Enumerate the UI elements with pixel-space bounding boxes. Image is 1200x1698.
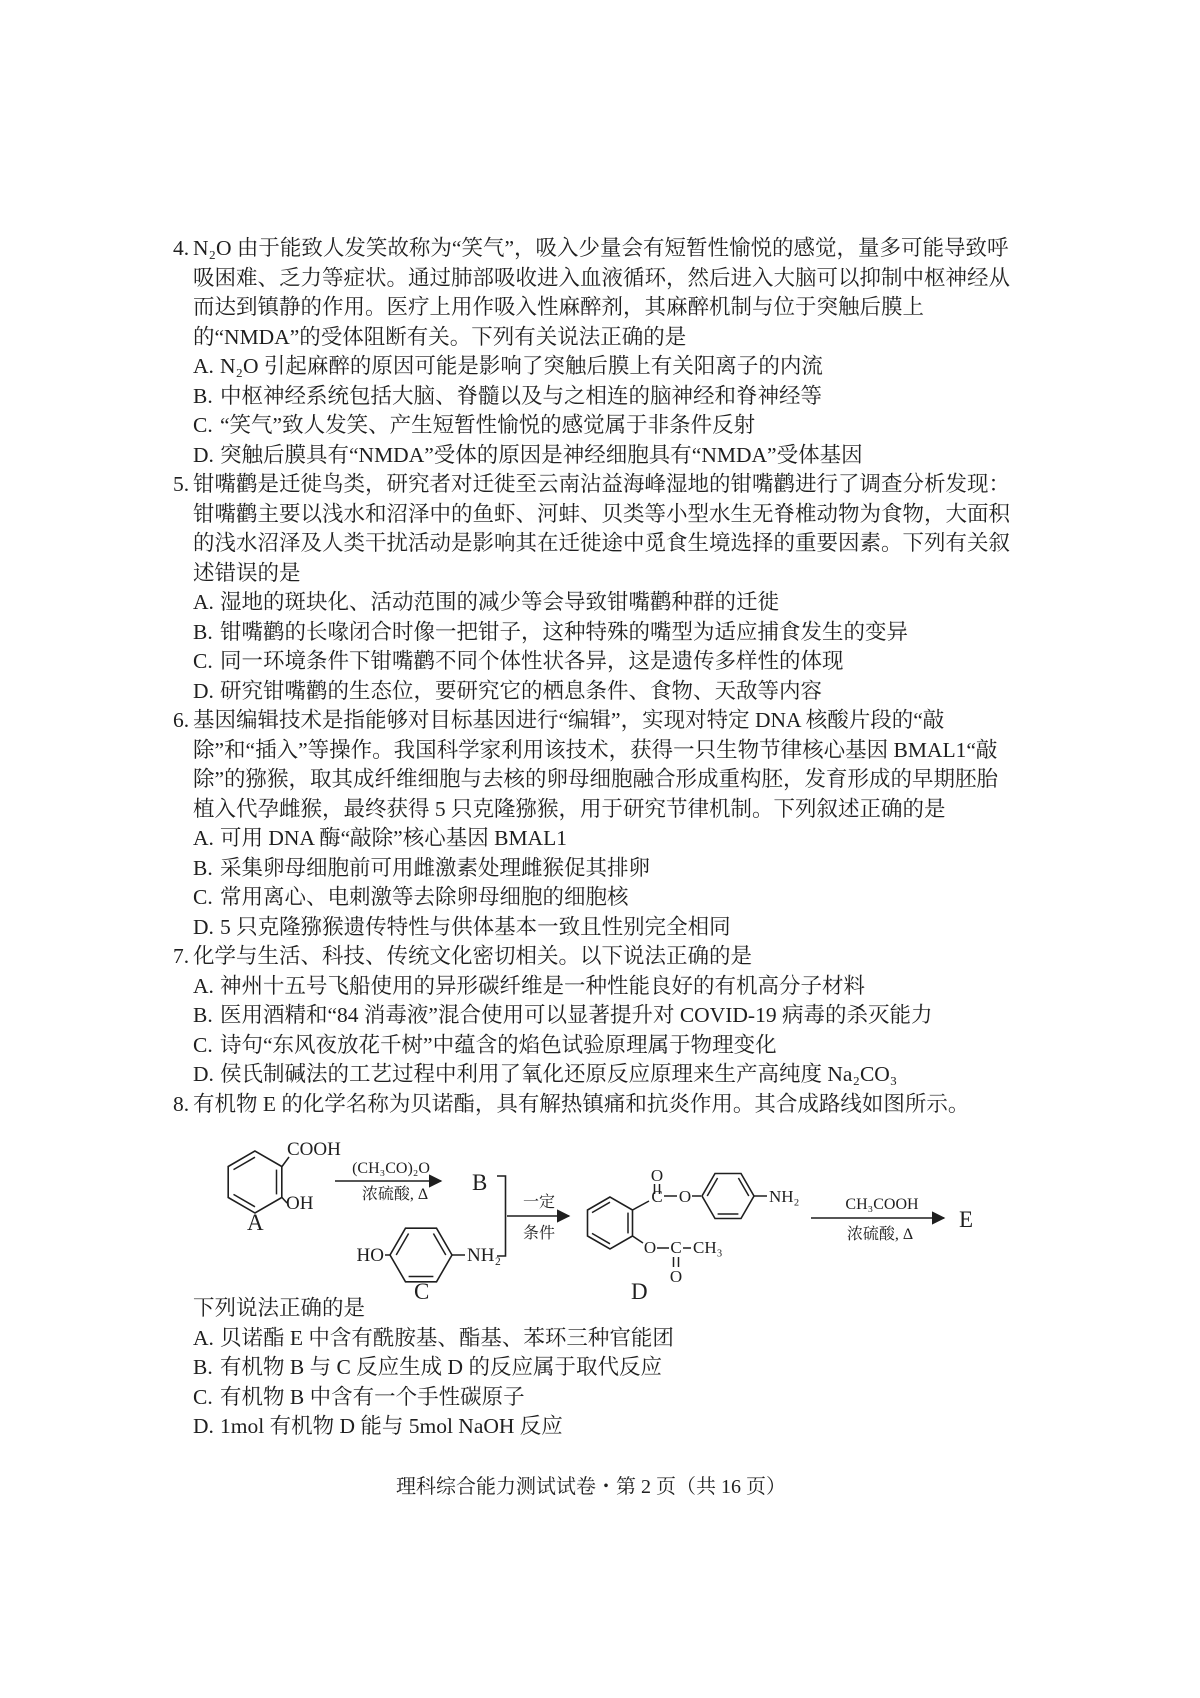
stem-text: 基因编辑技术是指能够对目标基因进行“编辑”，实现对特定 DNA 核酸片段的“敲除”和“插入”等操作。我国科学家利用该技术，获得一只生物节律核心基因 BMAL1“敲除”的猕猴，取其成纤维细胞与去核的卵母细胞融合形成重构胚，发育形成的早期胚胎植入代孕雌猴，最终获得 5 只克隆猕猴，用于研究节律机制。下列叙述正确的是: [193, 708, 999, 821]
option-text: 有机物 B 中含有一个手性碳原子: [220, 1384, 525, 1409]
option-text: 中枢神经系统包括大脑、脊髓以及与之相连的脑神经和脊神经等: [220, 383, 823, 408]
question-stem: [173, 1090, 1018, 1120]
ch3-label: CH₃: [693, 1238, 723, 1257]
step2-condition-1: 一定: [522, 1194, 556, 1211]
question-number: 8.: [173, 1091, 190, 1116]
nh2-label: NH₂: [467, 1245, 502, 1266]
compound-b-label: B: [472, 1170, 488, 1195]
option-text: 常用离心、电刺激等去除卵母细胞的细胞核: [220, 885, 629, 909]
step1-reagent: (CH₃CO)₂O: [352, 1160, 430, 1177]
option-text: 有机物 B 与 C 反应生成 D 的反应属于取代反应: [220, 1355, 662, 1379]
option-text: 湿地的斑块化、活动范围的减少等会导致钳嘴鹳种群的迁徙: [220, 590, 780, 614]
option-text: 突触后膜具有“NMDA”受体的原因是神经细胞具有“NMDA”受体基因: [220, 442, 863, 467]
benzene-ring-a: [228, 1151, 282, 1213]
option-letter: C.: [193, 1032, 213, 1057]
question-number: 6.: [173, 708, 190, 732]
c1-label: C: [651, 1187, 663, 1206]
option-letter: A.: [193, 1325, 214, 1350]
c2-label: C: [670, 1238, 682, 1257]
option-letter: D.: [193, 1062, 214, 1086]
compound-a: [228, 1139, 341, 1235]
compound-e-label: E: [959, 1207, 974, 1232]
o-left-label: O: [643, 1238, 657, 1257]
step3-reagent: CH₃COOH: [845, 1196, 919, 1213]
reaction-arrow-1: [335, 1160, 441, 1203]
option-a: [173, 1324, 1018, 1354]
question-number: 7.: [173, 944, 190, 968]
compound-d: [588, 1166, 800, 1304]
option-letter: D.: [193, 1414, 214, 1438]
option-text: N₂O 引起麻醉的原因可能是影响了突触后膜上有关阳离子的内流: [220, 354, 823, 378]
option-letter: C.: [193, 1384, 213, 1409]
option-c: [173, 883, 1018, 913]
benzene-ring-d2: [702, 1174, 754, 1219]
option-letter: A.: [193, 590, 214, 614]
exam-content: [173, 234, 1018, 1442]
question-stem: [173, 470, 1018, 588]
bracket: [497, 1176, 506, 1256]
footer-text: 理科综合能力测试试卷・第 2 页（共 16 页）: [396, 1476, 786, 1498]
option-letter: B.: [193, 855, 213, 880]
question-stem-continued: [173, 1294, 1018, 1324]
question-stem: [173, 706, 1018, 824]
compound-c-label: C: [414, 1279, 430, 1304]
option-a: [173, 588, 1018, 618]
option-letter: B.: [193, 1355, 213, 1379]
reaction-arrow-3: [811, 1196, 944, 1243]
question-stem: [173, 234, 1018, 352]
option-d: [173, 913, 1018, 943]
option-text: 1mol 有机物 D 能与 5mol NaOH 反应: [220, 1414, 563, 1438]
option-text: 医用酒精和“84 消毒液”混合使用可以显著提升对 COVID-19 病毒的杀灭能力: [220, 1003, 933, 1027]
option-letter: A.: [193, 973, 214, 998]
option-a: [173, 352, 1018, 382]
question-stem: [173, 942, 1018, 972]
step1-condition: 浓硫酸, Δ: [361, 1186, 429, 1203]
option-letter: B.: [193, 1003, 213, 1027]
benzene-ring-c: [390, 1228, 452, 1282]
o-top-label: O: [650, 1166, 664, 1185]
question-7: [173, 942, 1018, 1090]
option-letter: A.: [193, 354, 214, 378]
compound-d-label: D: [631, 1279, 648, 1304]
o-bottom-label: O: [669, 1267, 683, 1286]
option-text: 采集卵母细胞前可用雌激素处理雌猴促其排卵: [220, 855, 651, 880]
option-letter: C.: [193, 413, 213, 437]
option-text: 同一环境条件下钳嘴鹳不同个体性状各异，这是遗传多样性的体现: [220, 649, 844, 673]
option-letter: D.: [193, 442, 214, 467]
option-text: 可用 DNA 酶“敲除”核心基因 BMAL1: [220, 826, 567, 850]
option-text: 诗句“东风夜放花千树”中蕴含的焰色试验原理属于物理变化: [220, 1032, 777, 1057]
option-c: [173, 1383, 1018, 1413]
option-text: 神州十五号飞船使用的异形碳纤维是一种性能良好的有机高分子材料: [220, 973, 866, 998]
benzene-ring-d1: [588, 1197, 633, 1249]
question-5: [173, 470, 1018, 706]
option-c: [173, 411, 1018, 441]
reaction-arrow-2: [507, 1193, 569, 1242]
option-c: [173, 1031, 1018, 1061]
question-6: [173, 706, 1018, 942]
option-letter: C.: [193, 885, 213, 909]
oh-label: OH: [286, 1193, 314, 1214]
question-number: 4.: [173, 236, 190, 260]
page-footer: [0, 1470, 1182, 1499]
stem-text: 有机物 E 的化学名称为贝诺酯，具有解热镇痛和抗炎作用。其合成路线如图所示。: [193, 1091, 970, 1116]
option-text: “笑气”致人发笑、产生短暂性愉悦的感觉属于非条件反射: [220, 413, 756, 437]
option-letter: D.: [193, 914, 214, 939]
stem-text: 化学与生活、科技、传统文化密切相关。以下说法正确的是: [193, 944, 753, 968]
option-b: [173, 382, 1018, 412]
question-4: [173, 234, 1018, 470]
option-text: 5 只克隆猕猴遗传特性与供体基本一致且性别完全相同: [220, 914, 731, 939]
stem-text: N₂O 由于能致人发笑故称为“笑气”，吸入少量会有短暂性愉悦的感觉，量多可能导致呼吸困难、乏力等症状。通过肺部吸收进入血液循环，然后进入大脑可以抑制中枢神经从而达到镇静的作用。医疗上用作吸入性麻醉剂，其麻醉机制与位于突触后膜上的“NMDA”的受体阻断有关。下列有关说法正确的是: [193, 236, 1011, 349]
option-d: [173, 1060, 1018, 1090]
option-a: [173, 824, 1018, 854]
option-b: [173, 618, 1018, 648]
question-number: 5.: [173, 472, 190, 496]
option-b: [173, 854, 1018, 884]
ho-label: HO: [356, 1245, 384, 1266]
synthesis-route-svg: [173, 1138, 1018, 1306]
option-d: [173, 1412, 1018, 1442]
step2-condition-2: 条件: [522, 1225, 556, 1242]
cooh-label: COOH: [287, 1139, 341, 1160]
o-mid-label: O: [678, 1187, 692, 1206]
option-b: [173, 1353, 1018, 1383]
option-text: 侯氏制碱法的工艺过程中利用了氧化还原反应原理来生产高纯度 Na₂CO₃: [220, 1062, 898, 1086]
question-8: [173, 1090, 1018, 1442]
option-text: 研究钳嘴鹳的生态位，要研究它的栖息条件、食物、天敌等内容: [220, 678, 823, 703]
option-a: [173, 972, 1018, 1002]
stem-text: 下列说法正确的是: [193, 1296, 366, 1320]
stem-text: 钳嘴鹳是迁徙鸟类，研究者对迁徙至云南沾益海峰湿地的钳嘴鹳进行了调查分析发现：钳嘴鹳主要以浅水和沼泽中的鱼虾、河蚌、贝类等小型水生无脊椎动物为食物，大面积的浅水沼泽及人类干扰活动是影响其在迁徙途中觅食生境选择的重要因素。下列有关叙述错误的是: [193, 472, 1011, 585]
option-letter: C.: [193, 649, 213, 673]
step3-condition: 浓硫酸, Δ: [846, 1226, 914, 1243]
option-letter: A.: [193, 826, 214, 850]
option-letter: B.: [193, 383, 213, 408]
option-text: 贝诺酯 E 中含有酰胺基、酯基、苯环三种官能团: [220, 1325, 674, 1350]
d-nh2-label: NH₂: [769, 1187, 800, 1206]
option-d: [173, 677, 1018, 707]
option-letter: D.: [193, 678, 214, 703]
option-text: 钳嘴鹳的长喙闭合时像一把钳子，这种特殊的嘴型为适应捕食发生的变异: [220, 619, 909, 644]
compound-c: [357, 1228, 502, 1304]
compound-a-label: A: [247, 1210, 264, 1235]
option-b: [173, 1001, 1018, 1031]
synthesis-route-diagram: [173, 1138, 1018, 1306]
option-d: [173, 441, 1018, 471]
option-c: [173, 647, 1018, 677]
option-letter: B.: [193, 619, 213, 644]
